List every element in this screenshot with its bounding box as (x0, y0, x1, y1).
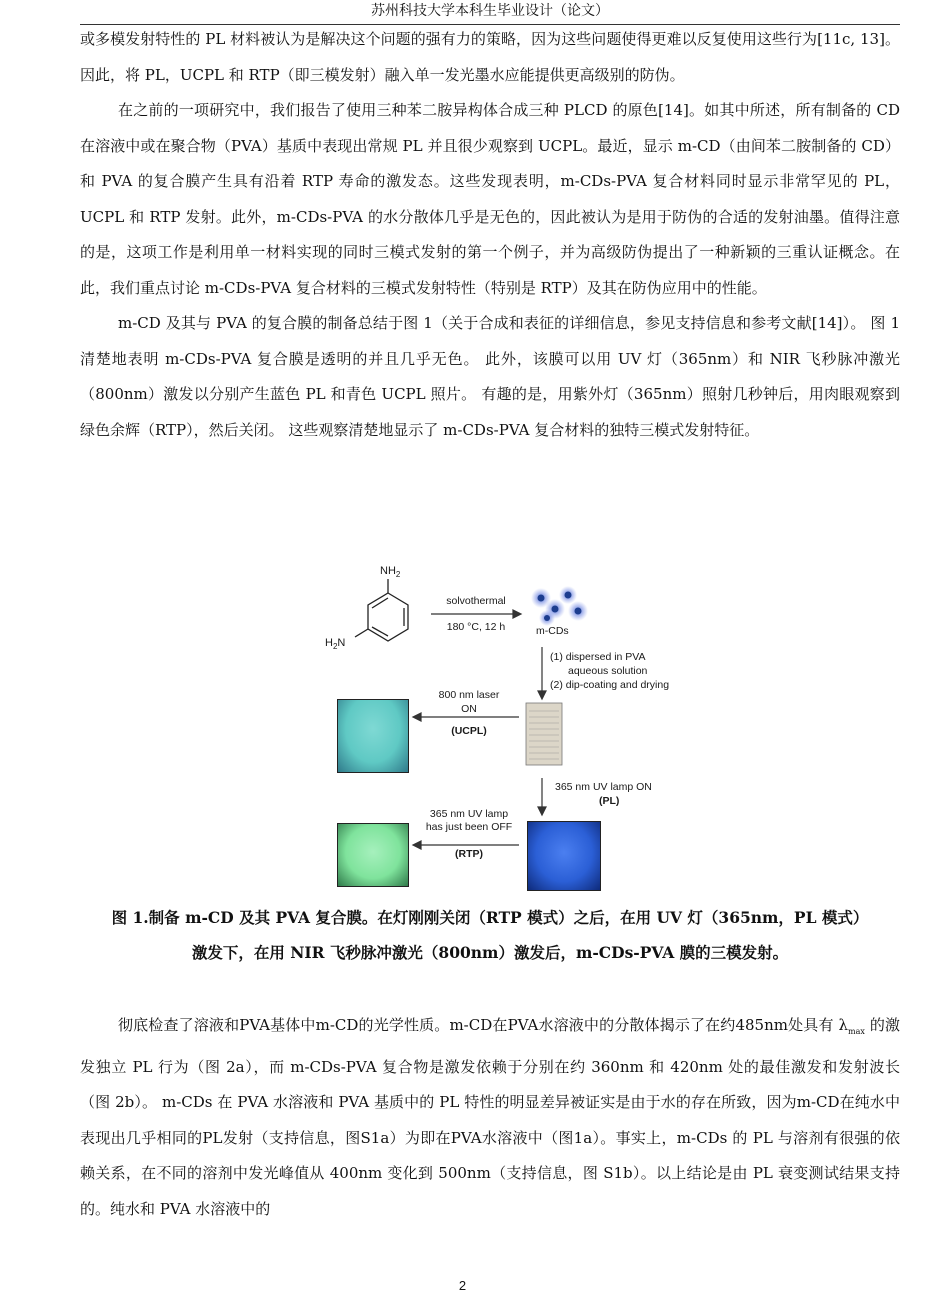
step-1b-label: aqueous solution (568, 665, 648, 677)
solvothermal-condition: 180 °C, 12 h (446, 621, 506, 633)
body-text-top (80, 22, 900, 448)
header-title: 苏州科技大学本科生毕业设计（论文） (371, 3, 609, 19)
figure-caption (80, 900, 900, 970)
figure-1 (323, 565, 703, 895)
laser-label: 800 nm laser (438, 689, 500, 701)
paragraph-1: 或多模发射特性的 PL 材料被认为是解决这个问题的强有力的策略，因为这些问题使得更难以反复使用这些行为[11c, 13]。因此，将 PL，UCPL 和 RTP（即三模发射）融入单一发光墨水应能提供更高级别的防伪。 (80, 30, 900, 84)
uv-off-label-1: 365 nm UV lamp (429, 808, 509, 820)
paragraph-4: 彻底检查了溶液和PVA基体中m-CD的光学性质。m-CD在PVA水溶液中的分散体揭示了在约485nm处具有 $\lambda_{max}$ 的激发独立 PL 行为（图 2a），而 m-CDs-PVA 复合物是激发依赖于分别在约 360nm 和 420nm 处的最佳激发和发射波长（图 2b）。 m-CDs 在 PVA 水溶液和 PVA 基质中的 PL 特性的明显差异被证实是由于水的存在所致，因为m-CD在纯水中表现出几乎相同的PL发射（支持信息，图S1a）为即在PVA水溶液中（图1a）。事实上，m-CDs 的 PL 与溶剂有很强的依赖关系，在不同的溶剂中发光峰值从 400nm 变化到 500nm（支持信息，图 S1b）。以上结论是由 PL 衰变测试结果支持的。纯水和 PVA 水溶液中的 (80, 1016, 900, 1218)
h2n-left-label: $H_2N$ (325, 637, 346, 652)
arrow-solvothermal (431, 610, 521, 618)
caption-line-2: 激发下，在用 NIR 飞秒脉冲激光（800nm）激发后，m-CDs-PVA 膜的三模发射。 (191, 943, 789, 962)
solvothermal-label: solvothermal (446, 595, 506, 607)
arrow-down-dip (538, 647, 546, 699)
ucpl-mode-label: (UCPL) (451, 725, 487, 737)
uv-on-label: 365 nm UV lamp ON (555, 781, 652, 793)
paragraph-2: 在之前的一项研究中，我们报告了使用三种苯二胺异构体合成三种 PLCD 的原色[14]。如其中所述，所有制备的 CD 在溶液中或在聚合物（PVA）基质中表现出常规 PL 并且很少观察到 UCPL。最近，显示 m-CD（由间苯二胺制备的 CD）和 PVA 的复合膜产生具有沿着 RTP 寿命的激发态。这些发现表明，m-CDs-PVA 复合材料同时显示非常罕见的 PL，UCPL 和 RTP 发射。此外，m-CDs-PVA 的水分散体几乎是无色的，因此被认为是用于防伪的合适的发射油墨。值得注意的是，这项工作是利用单一材料实现的同时三模式发射的第一个例子，并为高级防伪提出了一种新颖的三重认证概念。在此，我们重点讨论 m-CDs-PVA 复合材料的三模式发射特性（特别是 RTP）及其在防伪应用中的性能。 (80, 101, 900, 297)
uv-off-label-2: has just been OFF (425, 821, 513, 833)
ucpl-film-photo (337, 699, 409, 773)
m-phenylenediamine-structure (355, 579, 408, 641)
paragraph-3: m-CD 及其与 PVA 的复合膜的制备总结于图 1（关于合成和表征的详细信息，参见支持信息和参考文献[14]）。 图 1 清楚地表明 m-CDs-PVA 复合膜是透明的并且几乎无色。 此外，该膜可以用 UV 灯（365nm）和 NIR 飞秒脉冲激光（800nm）激发以分别产生蓝色 PL 和青色 UCPL 照片。 有趣的是，用紫外灯（365nm）照射几秒钟后，用肉眼观察到绿色余辉（RTP），然后关闭。 这些观察清楚地显示了 m-CDs-PVA 复合材料的独特三模式发射特征。 (80, 314, 900, 439)
step-1-label: (1) dispersed in PVA (550, 651, 646, 663)
m-cds-dots (531, 586, 588, 626)
page-number: 2 (458, 1278, 467, 1293)
pl-film-photo (527, 821, 601, 891)
composite-film (526, 703, 562, 765)
body-text-bottom (80, 1008, 900, 1227)
pl-mode-label: (PL) (599, 795, 620, 807)
arrow-down-uv (538, 778, 546, 815)
laser-on-label: ON (461, 703, 477, 715)
rtp-mode-label: (RTP) (455, 848, 483, 860)
rtp-film-photo (337, 823, 409, 887)
nh2-top-label: $NH_2$ (380, 565, 401, 580)
m-cds-label: m-CDs (536, 625, 569, 637)
step-2-label: (2) dip-coating and drying (550, 679, 670, 691)
caption-line-1: 图 1.制备 m-CD 及其 PVA 复合膜。在灯刚刚关闭（RTP 模式）之后，在用 UV 灯（365nm，PL 模式） (111, 908, 869, 927)
